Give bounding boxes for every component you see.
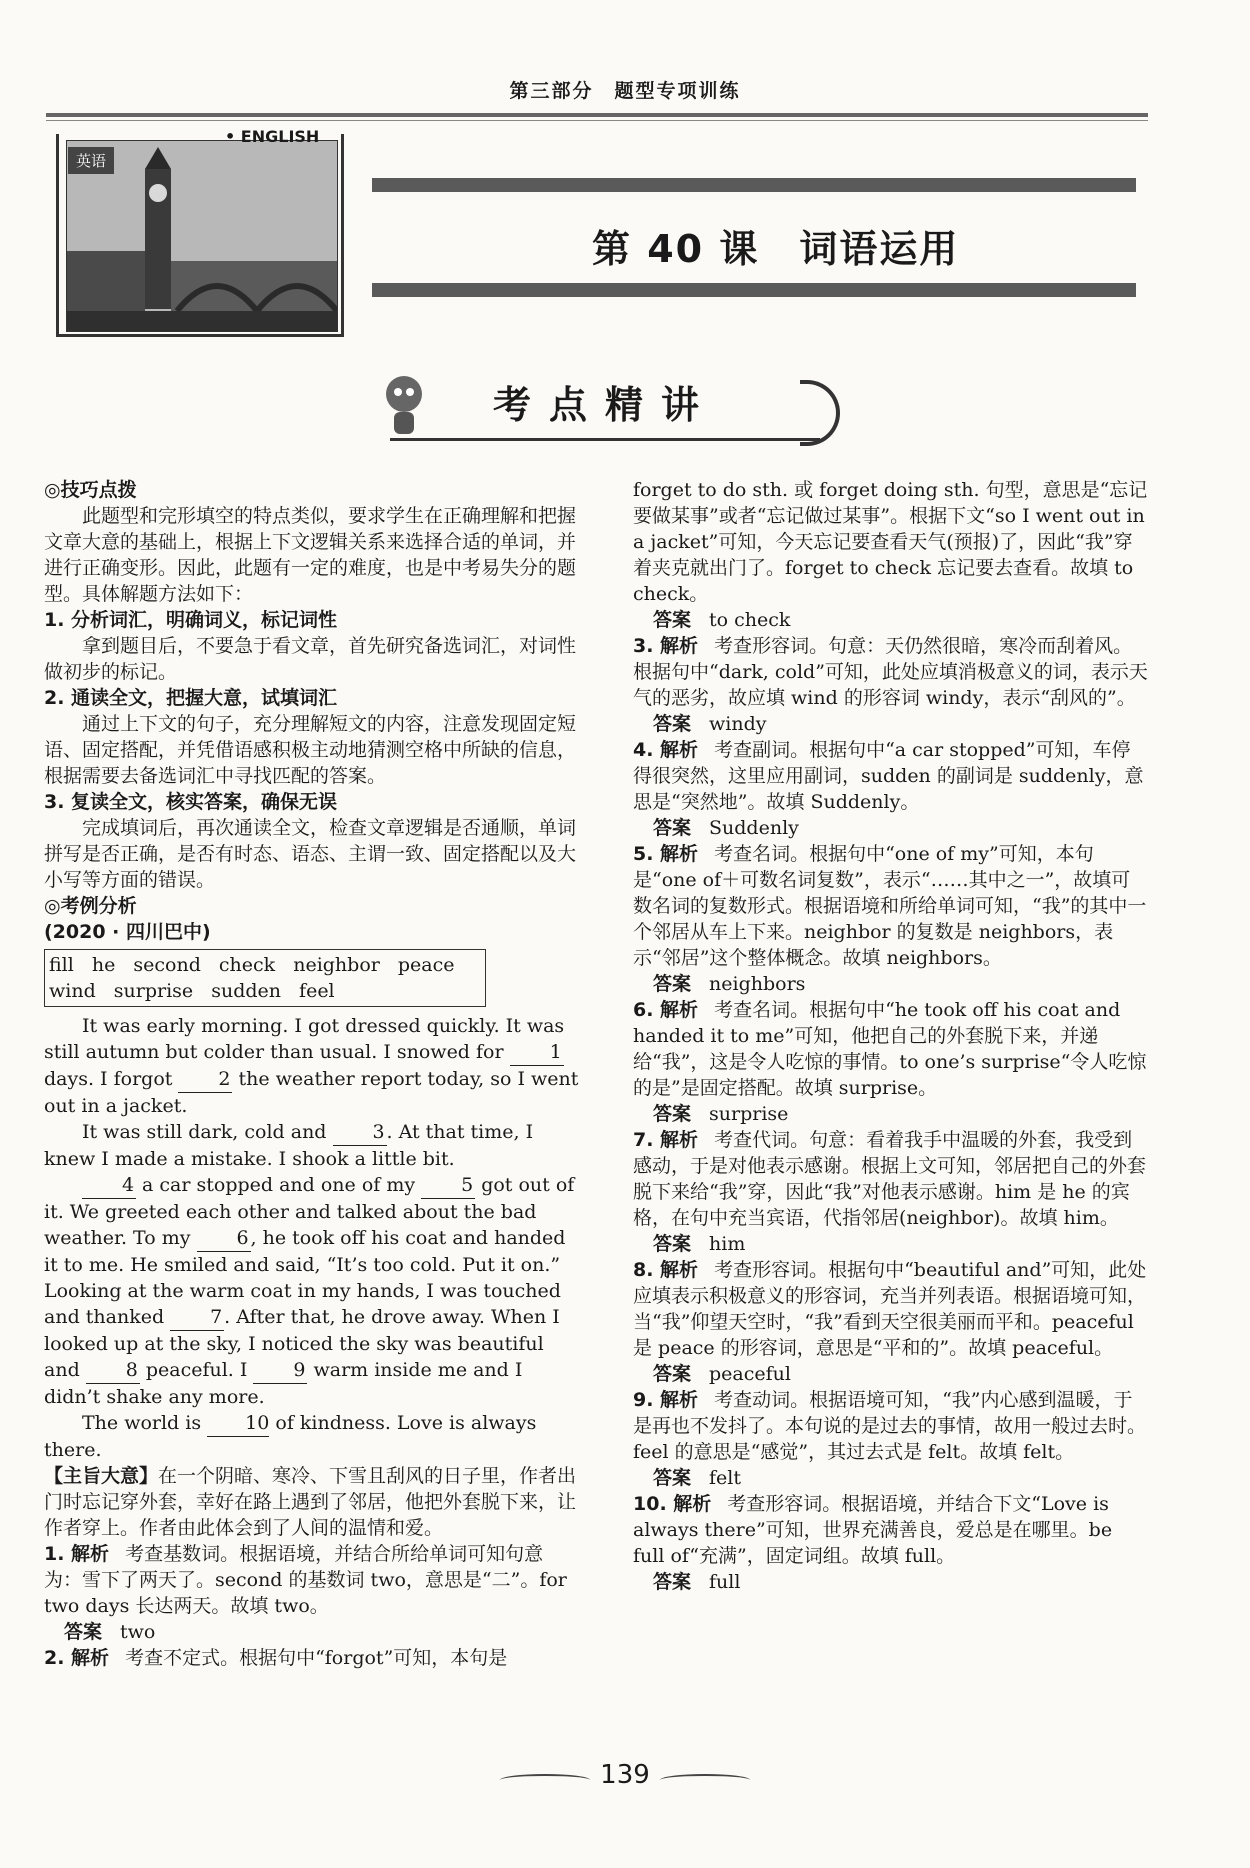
section-arc — [800, 380, 840, 446]
step-3-title: 3. 复读全文，核实答案，确保无误 — [44, 791, 338, 813]
q9-answer: 答案 felt — [653, 1467, 742, 1489]
blank-7: 7 — [170, 1304, 224, 1331]
right-column — [633, 477, 1149, 1595]
q4-analysis: 4. 解析 考查副词。根据句中“a car stopped”可知，车停得很突然，这里应用副词，sudden 的副词是 suddenly，意思是“突然地”。故填 Suddenly。 — [633, 739, 1144, 813]
q6-answer: 答案 surprise — [653, 1103, 789, 1125]
q10-answer: 答案 full — [653, 1571, 741, 1593]
q2-analysis-cont: forget to do sth. 或 forget doing sth. 句型，意思是“忘记要做某事”或者“忘记做过某事”。根据下文“so I went out in a jacket”可知，今天忘记要查看天气(预报)了，因此“我”穿着夹克就出门了。forget to check 忘记要去查看。故填 to check。 — [633, 479, 1148, 605]
q3-answer: 答案 windy — [653, 713, 767, 735]
q10-analysis: 10. 解析 考查形容词。根据语境，并结合下文“Love is always there”可知，世界充满善良，爱总是在哪里。be full of“充满”，固定词组。故填 full。 — [633, 1493, 1113, 1567]
q3-analysis: 3. 解析 考查形容词。句意：天仍然很暗，寒冷而刮着风。根据句中“dark, cold”可知，此处应填消极意义的词，表示天气的恶劣，故应填 wind 的形容词 windy，表示“刮风的”。 — [633, 635, 1148, 709]
title-bar-bottom — [372, 283, 1136, 297]
passage-paragraph-3: 4 a car stopped and one of my 5 got out of it. We greeted each other and talked about the bad weather. To my 6 , he took off his coat and handed it to me. He smiled and said, “It’s too cold. Put it on.” Looking at the warm coat in my hands, I was touched and thanked 7 . After that, he drove away. When I looked up at the sky, I noticed the sky was beautiful and 8 peaceful. I 9 warm inside me and I didn’t shake any more. — [44, 1174, 575, 1408]
step-2-title: 2. 通读全文，把握大意，试填词汇 — [44, 687, 338, 709]
q7-analysis: 7. 解析 考查代词。句意：看着我手中温暖的外套，我受到感动，于是对他表示感谢。根据上文可知，邻居把自己的外套脱下来给“我”穿，因此“我”对他表示感谢。him 是 he 的宾格，在句中充当宾语，代指邻居(neighbor)。故填 him。 — [633, 1129, 1147, 1229]
section-title: 考点精讲 — [390, 372, 820, 441]
q5-analysis: 5. 解析 考查名词。根据句中“one of my”可知，本句是“one of＋可数名词复数”，表示“……其中之一”，故填可数名词的复数形式。根据语境和所给单词可知，“我”的其中一个邻居从车上下来。neighbor 的复数是 neighbors，表示“邻居”这个整体概念。故填 neighbors。 — [633, 843, 1147, 969]
step-1-text: 拿到题目后，不要急于看文章，首先研究备选词汇，对词性做初步的标记。 — [44, 635, 577, 683]
example-heading: ◎考例分析 — [44, 895, 137, 917]
q7-answer: 答案 him — [653, 1233, 746, 1255]
q5-answer: 答案 neighbors — [653, 973, 806, 995]
passage-paragraph-1: It was early morning. I got dressed quickly. It was still autumn but colder than usual. I snowed for 1 days. I forgot 2 the weather report today, so I went out in a jacket. — [44, 1015, 579, 1117]
running-header: 第三部分 题型专项训练 — [509, 80, 741, 102]
word-bank — [44, 949, 486, 1007]
tips-heading: ◎技巧点拨 — [44, 479, 137, 501]
blank-2: 2 — [178, 1066, 232, 1093]
word-bank-row-1: fill he second check neighbor peace — [49, 954, 455, 976]
step-2-text: 通过上下文的句子，充分理解短文的内容，注意发现固定短语、固定搭配，并凭借语感积极主动地猜测空格中所缺的信息，根据需要去备选词汇中寻找匹配的答案。 — [44, 713, 577, 787]
q2-analysis: 2. 解析 考查不定式。根据句中“forgot”可知，本句是 — [44, 1647, 508, 1669]
main-idea: 【主旨大意】在一个阴暗、寒冷、下雪且刮风的日子里，作者出门时忘记穿外套，幸好在路上遇到了邻居，他把外套脱下来，让作者穿上。作者由此体会到了人间的温情和爱。 — [44, 1465, 577, 1539]
header-rule-thin — [46, 120, 1148, 121]
passage-paragraph-2: It was still dark, cold and 3 . At that time, I knew I made a mistake. I shook a little bit. — [44, 1121, 534, 1170]
q1-analysis: 1. 解析 考查基数词。根据语境，并结合所给单词可知句意为：雪下了两天了。second 的基数词 two，意思是“二”。for two days 长达两天。故填 two。 — [44, 1543, 567, 1617]
example-source: (2020 · 四川巴中) — [44, 921, 211, 943]
blank-6: 6 — [197, 1225, 251, 1252]
title-bar-top — [372, 178, 1136, 192]
blank-4: 4 — [82, 1172, 136, 1199]
blank-9: 9 — [253, 1357, 307, 1384]
blank-8: 8 — [86, 1357, 140, 1384]
q1-answer: 答案 two — [64, 1621, 156, 1643]
english-label: • ENGLISH — [225, 127, 320, 146]
blank-1: 1 — [510, 1039, 564, 1066]
header-rule — [46, 113, 1148, 117]
blank-5: 5 — [421, 1172, 475, 1199]
step-3-text: 完成填词后，再次通读全文，检查文章逻辑是否通顺，单词拼写是否正确，是否有时态、语态、主谓一致、固定搭配以及大小写等方面的错误。 — [44, 817, 577, 891]
subject-tag: 英语 — [68, 147, 114, 174]
page-number: 139 — [600, 1760, 650, 1790]
q8-answer: 答案 peaceful — [653, 1363, 791, 1385]
word-bank-row-2: wind surprise sudden feel — [49, 980, 335, 1002]
q8-analysis: 8. 解析 考查形容词。根据句中“beautiful and”可知，此处应填表示积极意义的形容词，充当并列表语。根据语境可知，当“我”仰望天空时，“我”看到天空很美丽而平和。peaceful 是 peace 的形容词，意思是“平和的”。故填 peaceful。 — [633, 1259, 1147, 1359]
step-1-title: 1. 分析词汇，明确词义，标记词性 — [44, 609, 338, 631]
left-column — [44, 477, 580, 1671]
q4-answer: 答案 Suddenly — [653, 817, 799, 839]
blank-3: 3 — [333, 1119, 387, 1146]
q9-analysis: 9. 解析 考查动词。根据语境可知，“我”内心感到温暖，于是再也不发抖了。本句说的是过去的事情，故用一般过去时。feel 的意思是“感觉”，其过去式是 felt。故填 felt。 — [633, 1389, 1147, 1463]
lesson-title: 第 40 课 词语运用 — [592, 227, 960, 271]
passage-paragraph-4: The world is 10 of kindness. Love is always there. — [44, 1412, 537, 1461]
blank-10: 10 — [207, 1410, 269, 1437]
intro-text: 此题型和完形填空的特点类似，要求学生在正确理解和把握文章大意的基础上，根据上下文逻辑关系来选择合适的单词，并进行正确变形。因此，此题有一定的难度，也是中考易失分的题型。具体解题方法如下： — [44, 505, 577, 605]
q2-answer: 答案 to check — [653, 609, 791, 631]
q6-analysis: 6. 解析 考查名词。根据句中“he took off his coat and handed it to me”可知，他把自己的外套脱下来，并递给“我”，这是令人吃惊的事情。to one’s surprise“令人吃惊的是”是固定搭配。故填 surprise。 — [633, 999, 1147, 1099]
